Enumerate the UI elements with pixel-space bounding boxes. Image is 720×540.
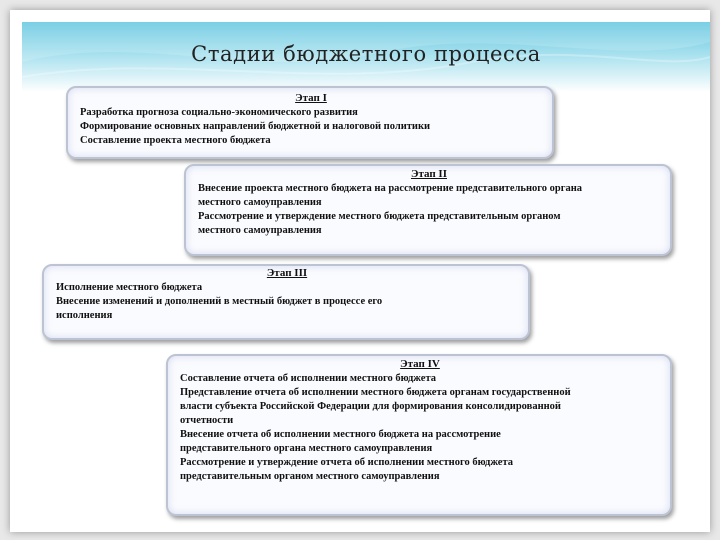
stage-line: отчетности — [180, 415, 234, 426]
stage-line: Разработка прогноза социально-экономического развития — [80, 107, 358, 118]
stage-line: Рассмотрение и утверждение местного бюджета представительным органом — [198, 211, 561, 222]
stage-box-2 — [184, 164, 672, 256]
stage-title: Этап I — [295, 92, 327, 104]
stage-line: Внесение изменений и дополнений в местный бюджет в процессе его — [56, 296, 383, 307]
stage-title: Этап IV — [400, 358, 440, 370]
stage-line: Внесение проекта местного бюджета на рассмотрение представительного органа — [198, 183, 583, 194]
stage-line: Представление отчета об исполнении местного бюджета органам государственной — [180, 387, 571, 398]
stage-line: Составление проекта местного бюджета — [80, 135, 271, 146]
stage-line: местного самоуправления — [198, 197, 322, 208]
stage-line: представительного органа местного самоуправления — [180, 443, 433, 454]
stage-line: Формирование основных направлений бюджетной и налоговой политики — [80, 121, 431, 132]
stage-box-3 — [42, 264, 530, 340]
stage-box-4 — [166, 354, 672, 516]
stage-line: власти субъекта Российской Федерации для формирования консолидированной — [180, 401, 561, 412]
stage-line: Составление отчета об исполнении местного бюджета — [180, 373, 436, 384]
stage-title: Этап III — [266, 267, 308, 279]
stage-line: исполнения — [56, 310, 113, 321]
stage-line: Исполнение местного бюджета — [56, 282, 203, 293]
stage-line: Внесение отчета об исполнении местного бюджета на рассмотрение — [180, 429, 501, 440]
stage-line: местного самоуправления — [198, 225, 322, 236]
stage-line: представительным органом местного самоуправления — [180, 471, 440, 482]
stage-title: Этап II — [410, 168, 447, 180]
stage-line: Рассмотрение и утверждение отчета об исполнении местного бюджета — [180, 457, 513, 468]
slide-title: Стадии бюджетного процесса — [191, 42, 541, 66]
stage-box-1 — [66, 86, 554, 159]
